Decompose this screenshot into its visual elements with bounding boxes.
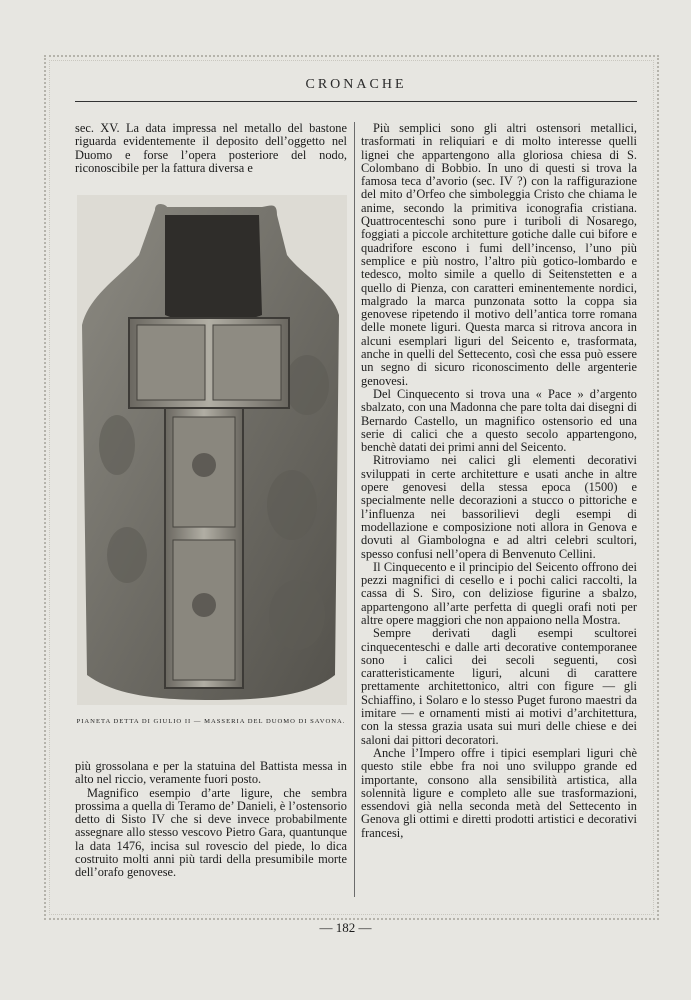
right-column xyxy=(361,122,637,840)
paragraph: più grossolana e per la statuina del Battista messa in alto nel riccio, veramente fuori posto. xyxy=(75,759,347,787)
header-rule xyxy=(75,101,637,102)
paragraph: Più semplici sono gli altri ostensori metallici, trasformati in reliquiari e di molto interesse quelli lignei che appartengono alla gloriosa chiesa di S. Colombano di Bobbio. In uno di questi si trova la famosa teca d’avorio (sec. IV ?) con la raffigurazione del mito d’Orfeo che simboleggia Cristo che chiama le anime, secondo la primitiva iconografia cristiana. Quattrocenteschi sono pure i turiboli di Nosarego, foggiati a piccole architetture gotiche dalle cui bifore e quadrifore escono i fumi dell’incenso, l’uno più semplice e più nostro, l’altro più gotico-lombardo e tedesco, molto simile a quello di Seitenstetten e a quello di Pienza, con caratteri eminentemente nordici, malgrado la marca punzonata sotto la coppa sia genovese ripetendo il motivo dell’antica torre romana delle monete liguri. Questa marca si ritrova ancora in alcuni esemplari liguri del Seicento e, trasformata, anche in quelli del Settecento, così che essa può essere un segno di sicuro riconoscimento delle argenterie genovesi. xyxy=(361,121,637,388)
page-number: — 182 — xyxy=(319,920,372,935)
paragraph: Magnifico esempio d’arte ligure, che sembra prossima a quella di Teramo de’ Danieli, è l’ostensorio detto di Sisto IV che si deve invece probabilmente assegnare allo stesso vescovo Pietro Gara, quantunque la data 1476, incisa sul rovescio del piede, lo dica costruito molti anni più tardi della presumibile morte dell’orafo genovese. xyxy=(75,785,347,880)
paragraph: Sempre derivati dagli esempi scultorei cinquecenteschi e dalle arti decorative contemporanee sono i calici dei secoli seguenti, così caratteristicamente liguri, alcuni di carattere prettamente architettonico, altri con figure — gli Schiaffino, i Solaro e lo stesso Puget furono maestri da imitare — e ornamenti misti ai motivi d’architettura, con la stessa grazia usata sui muri delle chiese e dei saloni dai pittori decoratori. xyxy=(361,626,637,747)
chasuble-photograph xyxy=(77,195,347,705)
paragraph: sec. XV. La data impressa nel metallo del bastone riguarda evidentemente il deposito dell’oggetto nel Duomo e forse l’opera posteriore del nodo, riconoscibile per la fattura diversa e xyxy=(75,121,347,175)
paragraph: Anche l’Impero offre i tipici esemplari liguri chè questo stile ebbe fra noi uno sviluppo grande ed importante, consono alla sensibilità artistica, alla solennità ligure e completo alle sue trasformazioni, essendovi già nella seconda metà del Settecento in Genova gli ottimi e diretti prodotti artistici e decorativi francesi, xyxy=(361,745,637,840)
left-column-bottom xyxy=(75,760,347,880)
paragraph: Il Cinquecento e il principio del Seicento offrono dei pezzi magnifici di cesello e i pochi calici raccolti, la cassa di S. Siro, con deliziose figurine a sbalzo, appartengono all’arte perfetta di quegli orafi noti per altre opere maggiori che non appaiono nella Mostra. xyxy=(361,559,637,627)
left-column-top xyxy=(75,122,347,175)
paragraph: Ritroviamo nei calici gli elementi decorativi sviluppati in certe architetture e usati anche in altre opere genovesi della stessa epoca (1500) e specialmente nelle decorazioni a stucco o pittoriche e l’influenza nei bassorilievi degli esempi di modellazione e composizione noti allora in Genova e dovuti al Giambologna e ad altri celebri scultori, spesso confusi nell’opera di Benvenuto Cellini. xyxy=(361,453,637,561)
running-header: CRONACHE xyxy=(305,77,407,92)
paragraph: Del Cinquecento si trova una « Pace » d’argento sbalzato, con una Madonna che pare tolta dai disegni di Bernardo Castello, un magnifico ostensorio ed una serie di calici che a questo secolo appartengono, benchè datati dei primi anni del Seicento. xyxy=(361,386,637,455)
column-rule xyxy=(354,122,355,897)
figure-caption: PIANETA DETTA DI GIULIO II — MASSERIA DEL DUOMO DI SAVONA. xyxy=(76,718,346,725)
